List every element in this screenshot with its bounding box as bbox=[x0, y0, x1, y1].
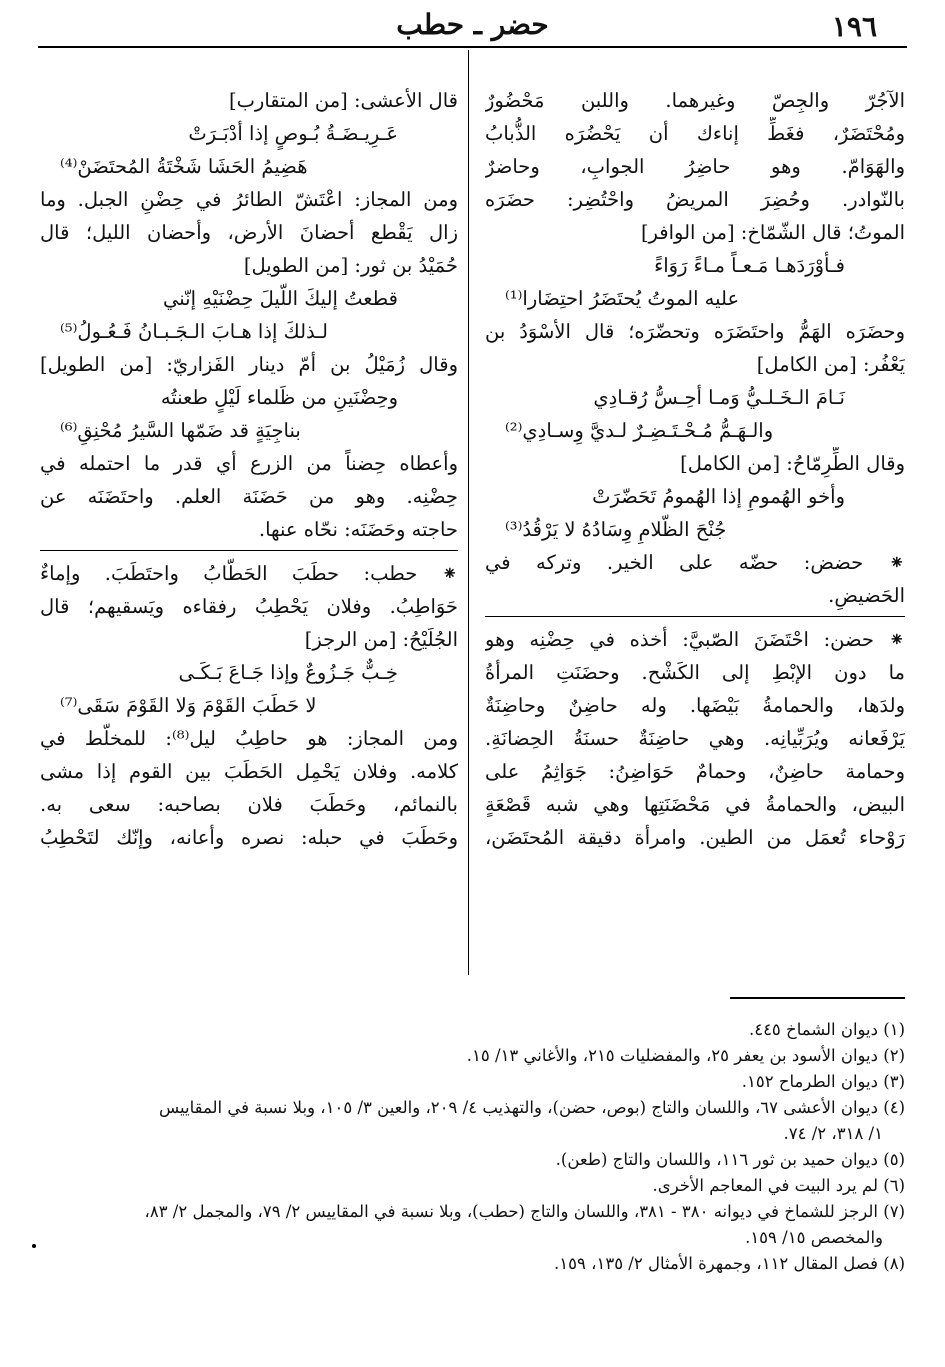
text-line: البيض، والحمامةُ في مَحْضَنَتِها وهي شبه قَصْعَةٍ bbox=[485, 793, 905, 816]
footnote-line: (٢) ديوان الأسود بن يعفر ٢٥، والمفضليات ٢١٥، والأغاني ١٣/ ١٥. bbox=[466, 1046, 905, 1065]
footnote-line: والمخصص ١٥/ ١٥٩. bbox=[745, 1228, 883, 1247]
text-line: ما دون الإبْطِ إلى الكَشْح. وحضَنَتِ المرأةُ bbox=[485, 661, 905, 684]
text-line: حَوَاطِبُ. وفلان يَحْطِبُ رفقاءه ويَسقيهم؛ قال bbox=[40, 595, 458, 618]
footnote-line: (٦) لم يرد البيت في المعاجم الأخرى. bbox=[652, 1176, 905, 1195]
text-line: وأعطاه حِضناً من الزرع أي قدر ما احتمله في bbox=[40, 452, 458, 475]
text-line: والهَوَامّ. وهو حاضِرُ الجوابِ، وحاضرٌ bbox=[485, 155, 905, 178]
footnote-line: (٤) ديوان الأعشى ٦٧، واللسان والتاج (بوص، حضن)، والتهذيب ٤/ ٢٠٩، والعين ٣/ ١٠٥، وبلا نسبة في المقاييس bbox=[158, 1098, 905, 1117]
text-line: هَضِيمُ الحَشَا شَخْتَةُ المُحتَضَنْ⁽⁴⁾ bbox=[60, 155, 308, 178]
text-line: رَوْحاء تُعمَل من الطين. وامرأة دقيقة المُحتَضَن، bbox=[485, 826, 905, 849]
left-column bbox=[40, 84, 458, 854]
section-divider bbox=[40, 550, 458, 551]
footnote-line: (٨) فصل المقال ١١٢، وجمهرة الأمثال ٢/ ١٣٥، ١٥٩. bbox=[554, 1254, 905, 1273]
footnote-rule bbox=[730, 997, 905, 999]
footnotes bbox=[52, 1018, 905, 1278]
footnote-line: (٥) ديوان حميد بن ثور ١١٦، واللسان والتاج (طعن). bbox=[555, 1150, 905, 1169]
text-line: خِـبٌّ جَـزُوعٌ وإذا جَـاعَ بَـكَـى bbox=[178, 661, 398, 684]
text-line: بالنمائم، وحَطَبَ فلان بصاحبه: سعى به. bbox=[40, 793, 458, 816]
footnote-line: (١) ديوان الشماخ ٤٤٥. bbox=[748, 1020, 905, 1039]
text-line: حِضْنِه. وهو من حَضَنَة العلم. واحتَضَنَه عن bbox=[40, 485, 458, 508]
text-line: حُمَيْدُ بن ثور: [من الطويل] bbox=[243, 254, 458, 277]
footnote-line: (٣) ديوان الطرماح ١٥٢. bbox=[741, 1072, 905, 1091]
text-line: وحِضْنَينِ من ظَلماء لَيْلٍ طعنتُه bbox=[160, 386, 398, 409]
text-line: عليه الموتُ يُحتَضَرُ احتِضَارا⁽¹⁾ bbox=[505, 287, 740, 310]
text-line: عَـرِيـضَـةُ بُـوصٍ إذا أدْبَـرَتْ bbox=[188, 122, 398, 145]
text-line: ومن المجاز: اعْتَشّ الطائرُ في حِضْنِ الجبل. وما bbox=[40, 188, 458, 211]
text-line: ⁕ حطب: حطَبَ الحَطّابُ واحتَطَبَ. وإماءٌ bbox=[40, 562, 458, 585]
column-divider bbox=[468, 50, 469, 975]
text-line: الحَضيضِ. bbox=[828, 584, 905, 607]
footnote-line: ١/ ٣١٨، ٢/ ٧٤. bbox=[783, 1124, 883, 1143]
page-number: ١٩٦ bbox=[831, 10, 877, 43]
text-line: ومن المجاز: هو حاطِبُ ليل⁽⁸⁾: للمخلّط في bbox=[40, 727, 458, 750]
text-line: وحَطَبَ في حبله: نصره وأعانه، وإنّك لتَحْطِبُ bbox=[40, 826, 458, 849]
text-line: نَـامَ الـخَـلـيُّ وَمـا أحِـسُّ رُقـادِي bbox=[593, 386, 845, 409]
running-title: حضر ـ حطب bbox=[396, 8, 549, 41]
text-line: وقال زُمَيْلُ بن أمّ دينار الفَزاريّ: [من الطويل] bbox=[40, 353, 458, 376]
text-line: الموتُ؛ قال الشّمّاخ: [من الوافر] bbox=[640, 221, 905, 244]
text-line: حاجته وحَضَنَه: نحّاه عنها. bbox=[258, 518, 458, 541]
text-line: بناجِيَةٍ قد ضَمّها السَّيرُ مُحْنِقِ⁽⁶⁾ bbox=[60, 419, 301, 442]
text-line: ⁕ حضض: حضّه على الخير. وتركه في bbox=[485, 551, 905, 574]
text-line: قال الأعشى: [من المتقارب] bbox=[228, 89, 458, 112]
text-line: كلامه. وفلان يَحْمِل الحَطَبَ بين القوم إذا مشى bbox=[40, 760, 458, 783]
text-line: يَعْفُر: [من الكامل] bbox=[756, 353, 905, 376]
text-line: لا حَطَبَ القَوْمَ وَلا القَوْمَ سَقَى⁽⁷⁾ bbox=[60, 694, 317, 717]
text-line: فـأوْرَدَهـا مَـعـاً مـاءً رَوَاءً bbox=[654, 254, 845, 277]
text-line: لـذلكَ إذا هـابَ الـجَـبـانُ فَـعُـولُ⁽⁵⁾ bbox=[60, 320, 328, 343]
text-line: ومُحْتَضَرٌ، فغَطِّ إناءك أن يَحْضُرَه الذُّبابُ bbox=[485, 122, 905, 145]
text-line: الآجُرّ والجِصّ وغيرهما. واللبن مَحْضُورٌ bbox=[485, 89, 905, 112]
text-line: قطعتُ إليكَ اللّيلَ حِضْنَيْهِ إنّني bbox=[163, 287, 398, 310]
page-header bbox=[40, 8, 905, 46]
text-line: بالنّوادر. وحُضِرَ المريضُ واحْتُضِر: حضَرَه bbox=[485, 188, 905, 211]
text-line: جُنْحَ الظّلامِ وِسَادُهُ لا يَرْقُدُ⁽³⁾ bbox=[505, 518, 727, 541]
footnote-line: (٧) الرجز للشماخ في ديوانه ٣٨٠ - ٣٨١، واللسان والتاج (حطب)، وبلا نسبة في المقاييس ٢/ ٧٩، والمجمل ٢/ ٨٣، bbox=[144, 1202, 905, 1221]
header-rule bbox=[38, 46, 907, 48]
right-column bbox=[485, 84, 905, 854]
text-line: زال يَقْطع أحضانَ الأرض، وأحضان الليل؛ قال bbox=[40, 221, 458, 244]
text-line: الجُلَيْحُ: [من الرجز] bbox=[304, 628, 458, 651]
text-line: وأخو الهُمومِ إذا الهُمومُ تَحَضّرَتْ bbox=[592, 485, 845, 508]
text-line: يَرْفَعانه ويُرَبِّيانِه. وهي حاضِنَةٌ حسنَةُ الحِضانَةِ. bbox=[485, 727, 905, 750]
margin-dot bbox=[32, 1244, 36, 1248]
text-line: ولدَها، والحمامةُ بَيْضَها. وله حاضِنٌ وحاضِنَةٌ bbox=[485, 694, 905, 717]
text-line: وحمامة حاضِنٌ، وحمامٌ حَوَاضِنُ: جَوَاثِمُ على bbox=[485, 760, 905, 783]
text-line: وقال الطِّرِمّاحُ: [من الكامل] bbox=[680, 452, 905, 475]
section-divider bbox=[485, 616, 905, 617]
text-line: وحضَرَه الهَمُّ واحتَضَرَه وتحضّرَه؛ قال الأسْوَدُ بن bbox=[485, 320, 905, 343]
text-line: ⁕ حضن: احْتَضَنَ الصّبيَّ: أخذه في حِضْنِه وهو bbox=[485, 628, 905, 651]
text-line: والـهَـمُّ مُـحْـتَـضِـرٌ لـديَّ وِسـادِي⁽²⁾ bbox=[505, 419, 774, 442]
